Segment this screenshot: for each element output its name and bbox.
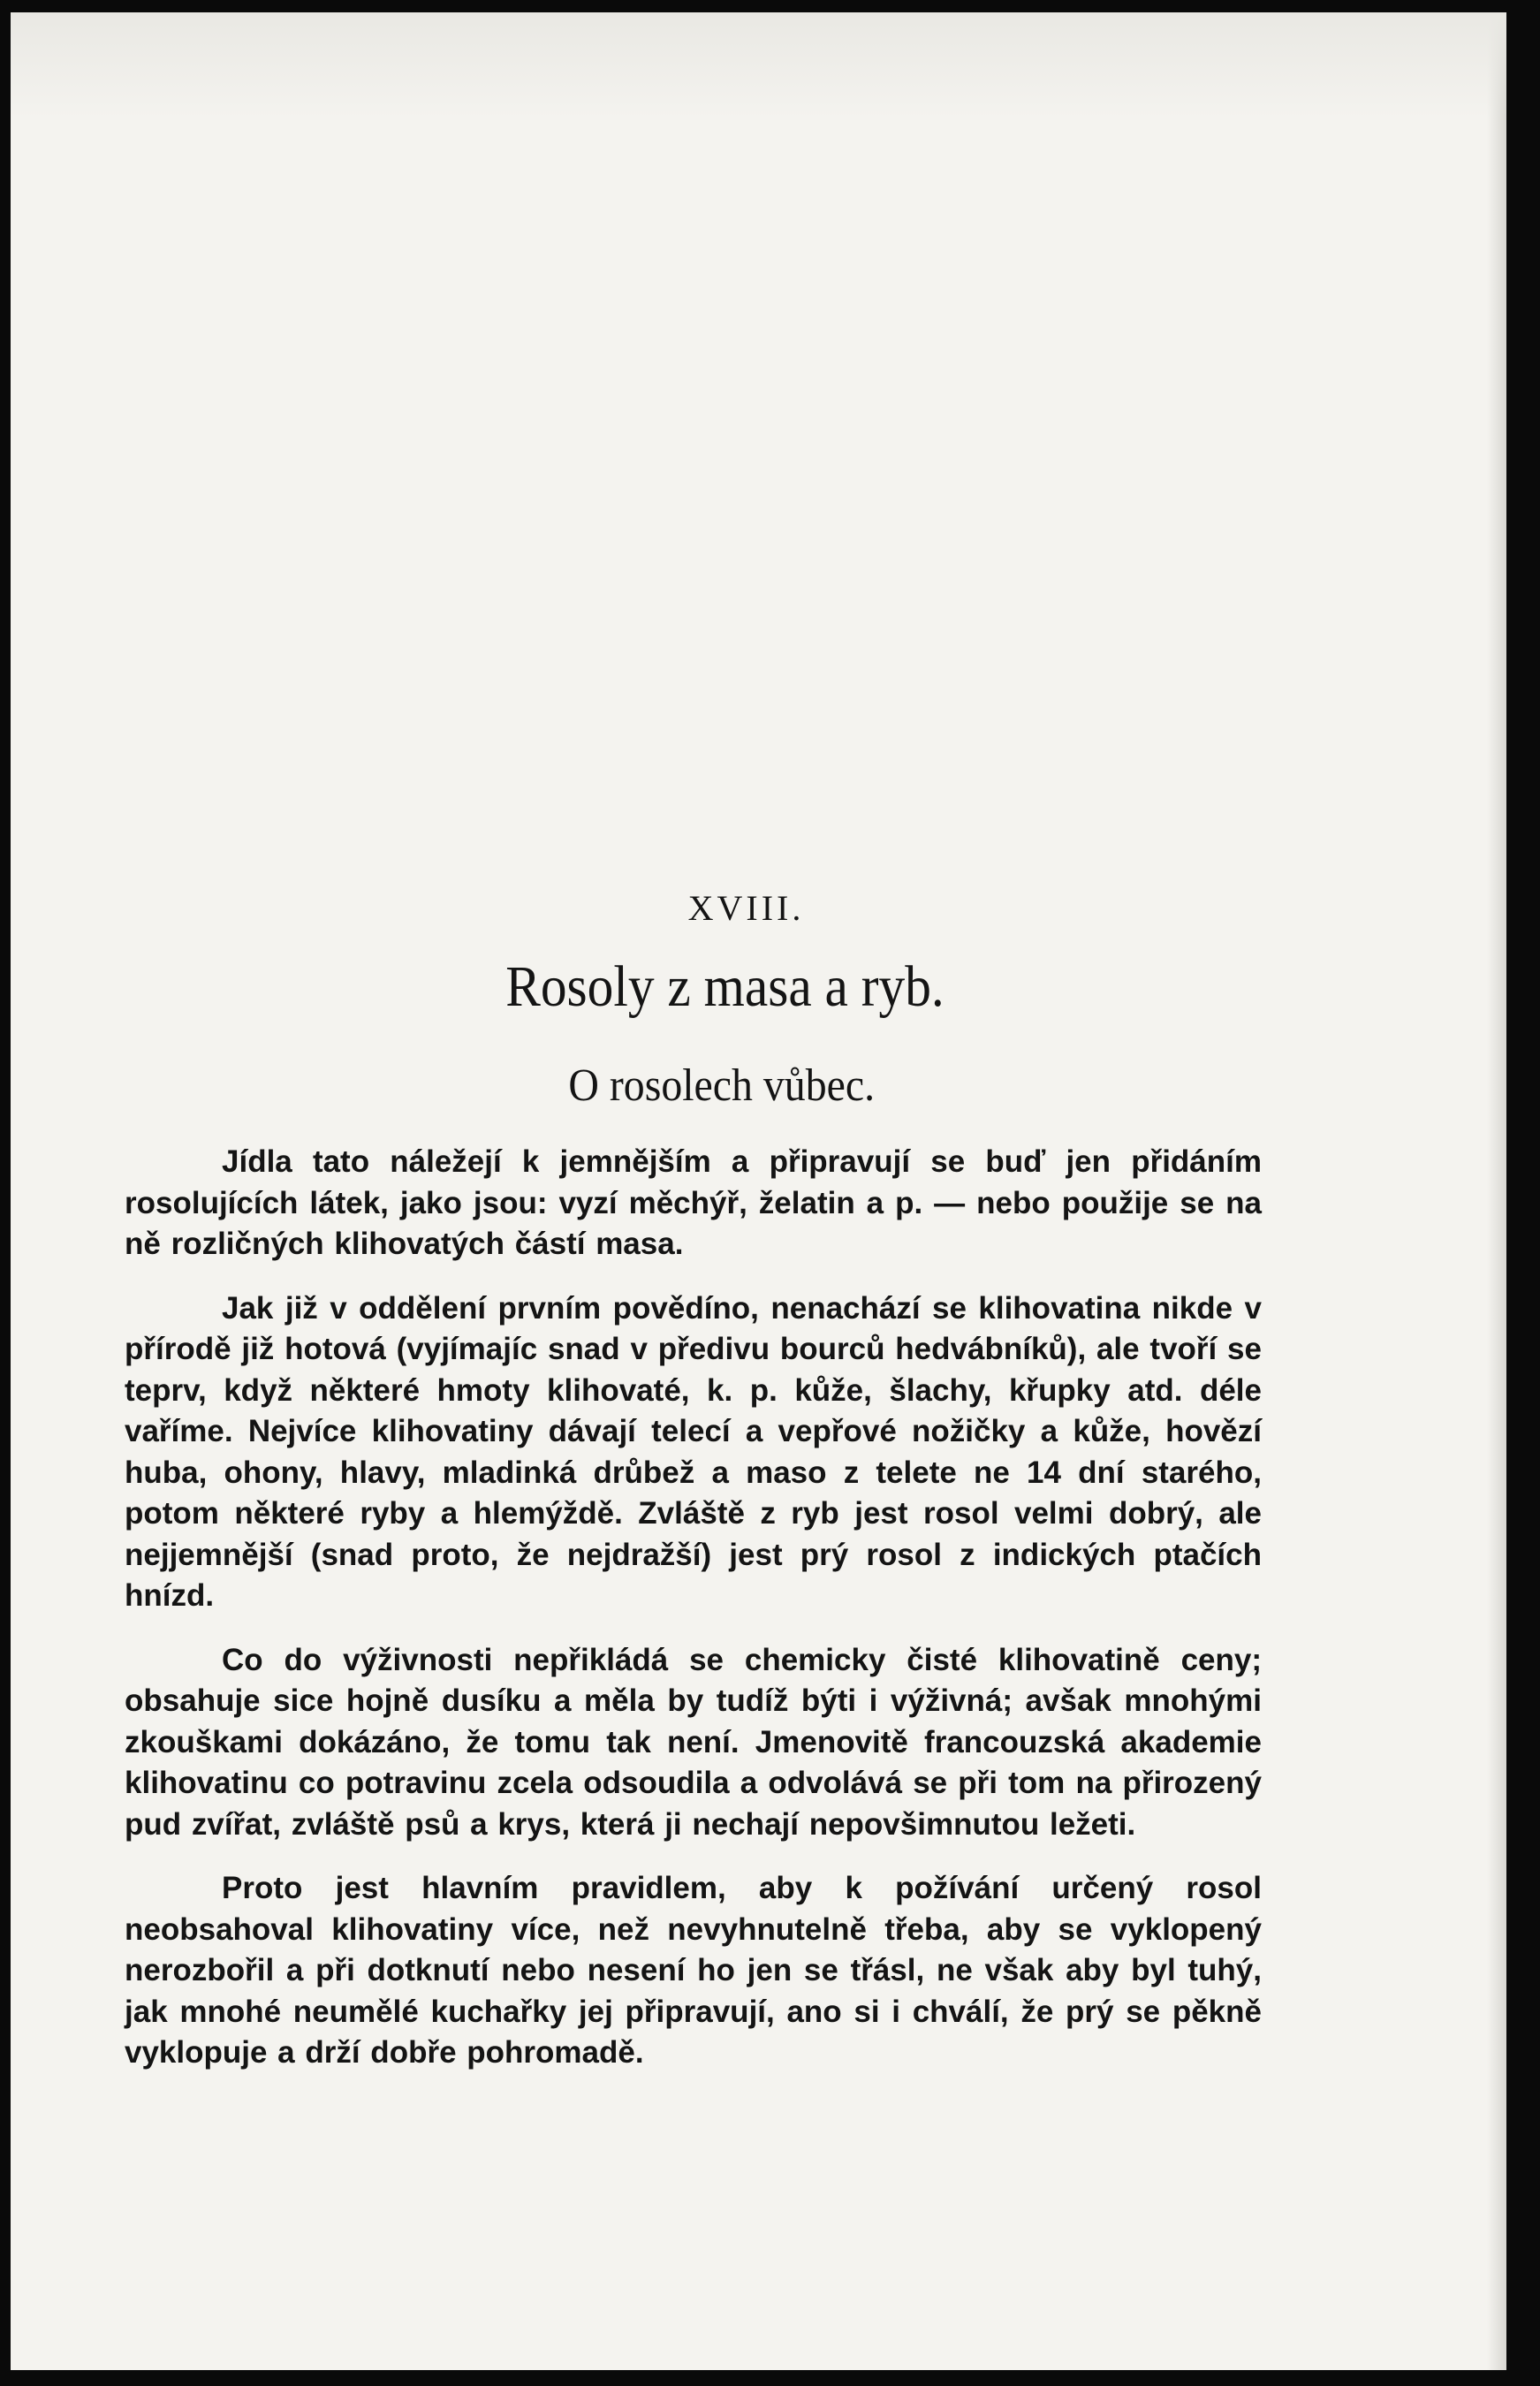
book-page: [11, 12, 1506, 2370]
paragraph-4: Proto jest hlavním pravidlem, aby k požívání určený rosol neobsahoval klihovatiny více, než nevyhnutelně třeba, aby se vyklopený nerozbořil a při dotknutí nebo nesení ho jen se třásl, ne však aby byl tuhý, jak mnohé neumělé kuchařky jej připravují, ano si i chválí, že prý se pěkně vyklopuje a drží dobře pohromadě.: [125, 1871, 1262, 2070]
page-spine-shadow: [1487, 12, 1506, 2370]
paragraph-2: Jak již v oddělení prvním povědíno, nenachází se klihovatina nikde v přírodě již hotová (vyjímajíc snad v předivu bourců hedvábníků), ale tvoří se teprv, když některé hmoty klihovaté, k. p. kůže, šlachy, křupky atd. déle vaříme. Nejvíce klihovatiny dávají telecí a vepřové nožičky a kůže, hovězí huba, ohony, hlavy, mladinká drůbež a maso z telete ne 14 dní starého, potom některé ryby a hlemýždě. Zvláště z ryb jest rosol velmi dobrý, ale nejjemnější (snad proto, že nejdražší) jest prý rosol z indických ptačích hnízd.: [125, 1290, 1262, 1613]
text-block: [125, 887, 1262, 2097]
chapter-title: Rosoly z masa a ryb.: [505, 954, 944, 1019]
paragraph-1: Jídla tato náležejí k jemnějším a připravují se buď jen přidáním rosolujících látek, jako jsou: vyzí měchýř, želatin a p. — nebo použije se na ně rozličných klihovatých částí masa.: [125, 1144, 1262, 1261]
chapter-number: XVIII.: [687, 888, 805, 928]
paragraph-3: Co do výživnosti nepřikládá se chemicky čisté klihovatině ceny; obsahuje sice hojně dusíku a měla by tudíž býti i výživná; avšak mnohými zkouškami dokázáno, že tomu tak není. Jmenovitě francouzská akademie klihovatinu co potravinu zcela odsoudila a odvolává se při tom na přirozený pud zvířat, zvláště psů a krys, která ji nechají nepovšimnutou ležeti.: [125, 1642, 1262, 1842]
section-title: O rosolech vůbec.: [568, 1060, 876, 1111]
